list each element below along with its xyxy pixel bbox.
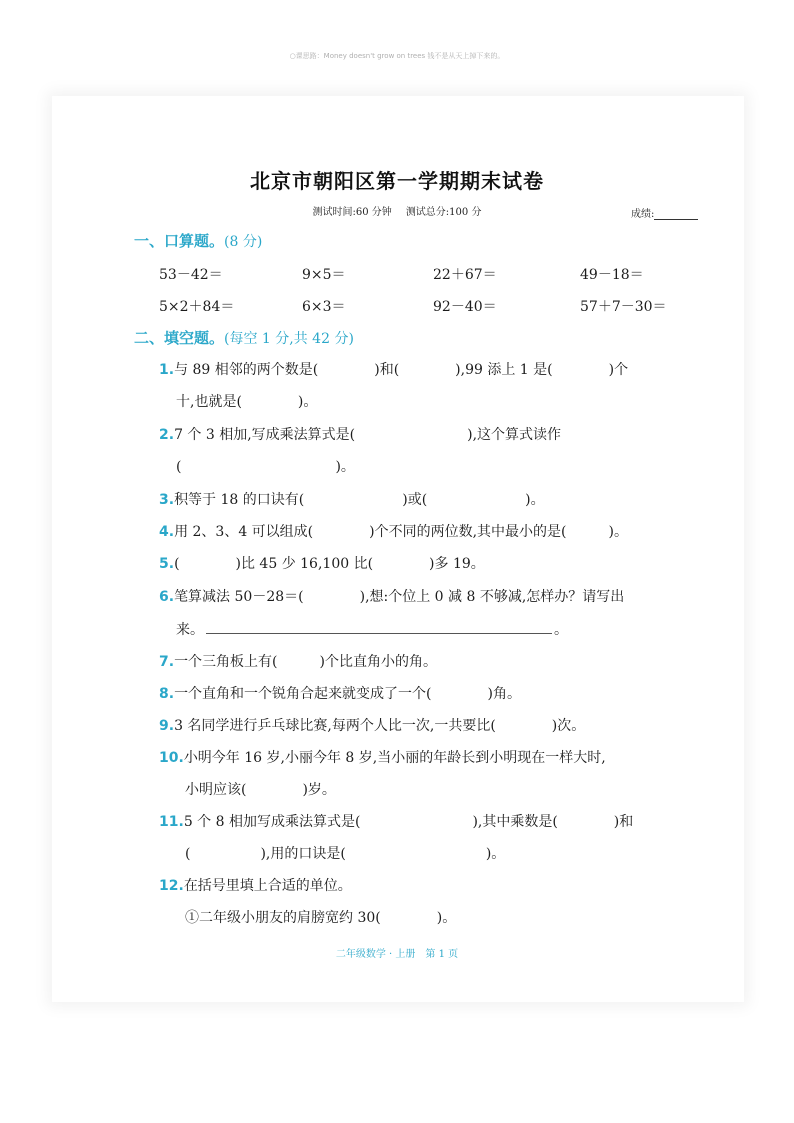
page-footer: 二年级数学 · 上册 第 1 页 — [335, 949, 459, 960]
watermark: ○课思路：Money doesn't grow on trees 钱不是从天上掉下来的。 — [289, 52, 505, 60]
question-11-cont: ( ),用的口诀是( )。 — [185, 846, 506, 862]
answer-line[interactable] — [206, 621, 552, 634]
section-1-title: 一、口算题。 — [134, 232, 225, 250]
question-number: 12. — [159, 878, 184, 894]
section-2-title: 二、填空题。 — [134, 329, 225, 347]
page-title: 北京市朝阳区第一学期期末试卷 — [250, 169, 544, 193]
question-text: 5 个 8 相加写成乘法算式是( ),其中乘数是( )和 — [183, 814, 634, 830]
question-text: 一个直角和一个锐角合起来就变成了一个( )角。 — [174, 686, 521, 702]
test-time: 测试时间:60 分钟 — [312, 207, 392, 218]
question-text: 用 2、3、4 可以组成( )个不同的两位数,其中最小的是( )。 — [174, 524, 628, 540]
question-1 — [159, 359, 628, 379]
question-number: 9. — [159, 718, 175, 734]
question-text: 小明今年 16 岁,小丽今年 8 岁,当小丽的年龄长到小明现在一样大时, — [183, 750, 606, 766]
section-2-points: (每空 1 分,共 42 分) — [224, 331, 354, 347]
question-text: 与 89 相邻的两个数是( )和( ),99 添上 1 是( )个 — [174, 362, 629, 378]
question-text: 7 个 3 相加,写成乘法算式是( ),这个算式读作 — [174, 427, 562, 443]
question-number: 7. — [159, 654, 175, 670]
score-blank[interactable] — [654, 209, 698, 220]
question-6-cont — [176, 619, 568, 639]
question-8 — [159, 683, 521, 703]
question-number: 5. — [159, 556, 175, 572]
section-1-heading — [134, 230, 262, 251]
question-10 — [159, 747, 606, 767]
question-9 — [159, 715, 585, 735]
question-2 — [159, 424, 561, 444]
calc-item: 92－40＝ — [433, 299, 497, 315]
calc-item: 22＋67＝ — [433, 267, 497, 283]
question-5 — [159, 553, 485, 573]
question-7 — [159, 651, 437, 671]
question-number: 8. — [159, 686, 175, 702]
question-number: 3. — [159, 492, 175, 508]
question-11 — [159, 811, 633, 831]
calc-item: 57＋7－30＝ — [580, 299, 667, 315]
question-2-cont: ( )。 — [176, 459, 355, 475]
test-total: 测试总分:100 分 — [405, 207, 482, 218]
question-text: 笔算减法 50－28＝( ),想:个位上 0 减 8 不够减,怎样办？请写出 — [174, 589, 625, 605]
question-1-cont: 十,也就是( )。 — [176, 394, 318, 410]
calc-item: 49－18＝ — [580, 267, 644, 283]
question-12 — [159, 875, 352, 895]
calc-item: 6×3＝ — [302, 299, 346, 315]
question-text: 3 名同学进行乒乓球比赛,每两个人比一次,一共要比( )次。 — [174, 718, 586, 734]
question-number: 2. — [159, 427, 175, 443]
calc-item: 5×2＋84＝ — [159, 299, 235, 315]
question-10-cont: 小明应该( )岁。 — [185, 782, 336, 798]
question-12-sub-1: ①二年级小朋友的肩膀宽约 30( )。 — [185, 910, 457, 926]
section-1-points: (8 分) — [224, 234, 263, 250]
question-6 — [159, 586, 624, 606]
question-text: 在括号里填上合适的单位。 — [183, 878, 352, 894]
question-number: 6. — [159, 589, 175, 605]
calc-item: 9×5＝ — [302, 267, 346, 283]
section-2-heading — [134, 327, 354, 348]
question-number: 1. — [159, 362, 175, 378]
question-number: 4. — [159, 524, 175, 540]
question-number: 11. — [159, 814, 184, 830]
calc-item: 53－42＝ — [159, 267, 223, 283]
question-text: 一个三角板上有( )个比直角小的角。 — [174, 654, 437, 670]
question-3 — [159, 489, 545, 509]
question-text: 。 — [554, 622, 568, 638]
question-text: 积等于 18 的口诀有( )或( )。 — [174, 492, 545, 508]
score-label: 成绩: — [631, 209, 655, 220]
question-4 — [159, 521, 628, 541]
question-text: 来。 — [176, 622, 204, 638]
score-field — [631, 205, 698, 220]
question-text: ( )比 45 少 16,100 比( )多 19。 — [174, 556, 485, 572]
question-number: 10. — [159, 750, 184, 766]
